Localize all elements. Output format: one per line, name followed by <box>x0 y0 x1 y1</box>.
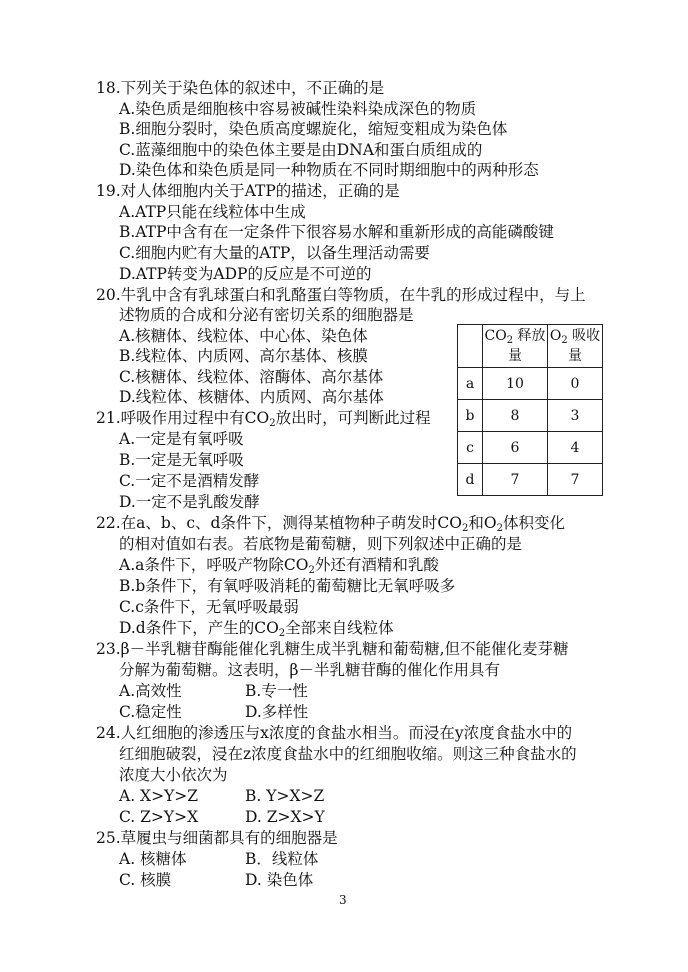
q23-option-c: C.稳定性 <box>119 703 182 721</box>
q21-option-b: B.一定是无氧呼吸 <box>119 451 244 469</box>
row-label: c <box>458 432 483 464</box>
q19-option-c: C.细胞内贮有大量的ATP，以备生理活动需要 <box>119 244 430 262</box>
q21-stem-text-end: 放出时，可判断此过程 <box>275 409 431 427</box>
o2-value: 7 <box>548 464 603 496</box>
page-number: 3 <box>339 893 347 907</box>
q19-option-a: A.ATP只能在线粒体中生成 <box>119 203 306 221</box>
table-row <box>458 432 603 464</box>
table-corner-cell <box>458 325 483 368</box>
q25-option-d: D. 染色体 <box>245 871 314 889</box>
row-label: a <box>458 368 483 400</box>
q22-stem-cont: 的相对值如右表。若底物是葡萄糖，则下列叙述中正确的是 <box>119 535 523 553</box>
q24-stem-cont: 红细胞破裂，浸在z浓度食盐水中的红细胞收缩。则这三种食盐水的 <box>119 745 577 763</box>
q19-option-d: D.ATP转变为ADP的反应是不可逆的 <box>119 265 372 283</box>
q22-option-b: B.b条件下，有氧呼吸消耗的葡萄糖比无氧呼吸多 <box>119 577 456 595</box>
table-header-o2: $O_2$ 吸收量 <box>548 325 603 368</box>
o2-value: 3 <box>548 400 603 432</box>
q18-stem: 18.下列关于染色体的叙述中，不正确的是 <box>96 79 385 97</box>
q21-stem <box>96 408 431 429</box>
q23-stem-cont: 分解为葡萄糖。这表明，β－半乳糖苷酶的催化作用具有 <box>119 661 500 679</box>
q20-option-b: B.线粒体、内质网、高尔基体、核膜 <box>119 347 368 365</box>
q21-stem-text: 21.呼吸作用过程中有CO <box>96 409 270 427</box>
q22-option-d: D.d条件下，产生的$CO_2$全部来自线粒体 <box>119 619 394 639</box>
q24-stem: 24.人红细胞的渗透压与x浓度的食盐水相当。而浸在y浓度食盐水中的 <box>96 724 573 742</box>
q24-option-c: C. Z>Y>X <box>119 808 199 826</box>
q18-option-d: D.染色体和染色质是同一种物质在不同时期细胞中的两种形态 <box>119 161 539 179</box>
co2-value: 7 <box>483 464 548 496</box>
q21-option-a: A.一定是有氧呼吸 <box>119 430 244 448</box>
q19-option-b: B.ATP中含有在一定条件下很容易水解和重新形成的高能磷酸键 <box>119 223 554 241</box>
q23-option-a: A.高效性 <box>119 682 182 700</box>
co2-value: 6 <box>483 432 548 464</box>
co2-value: 8 <box>483 400 548 432</box>
q25-option-b: B．线粒体 <box>245 850 319 868</box>
q25-option-c: C. 核膜 <box>119 871 172 889</box>
q18-option-c: C.蓝藻细胞中的染色体主要是由DNA和蛋白质组成的 <box>119 141 483 159</box>
q22-option-a: A.a条件下，呼吸产物除$CO_2$外还有酒精和乳酸 <box>119 556 439 576</box>
q21-option-d: D.一定不是乳酸发酵 <box>119 493 260 511</box>
q18-option-b: B.细胞分裂时，染色质高度螺旋化，缩短变粗成为染色体 <box>119 120 508 138</box>
table-row <box>458 464 603 496</box>
o2-value: 4 <box>548 432 603 464</box>
q23-option-d: D.多样性 <box>245 703 309 721</box>
q23-stem: 23.β－半乳糖苷酶能催化乳糖生成半乳糖和葡萄糖,但不能催化麦芽糖 <box>96 640 569 658</box>
q23-option-b: B.专一性 <box>245 682 308 700</box>
row-label: d <box>458 464 483 496</box>
q21-option-c: C.一定不是酒精发酵 <box>119 472 260 490</box>
table-row <box>458 368 603 400</box>
q20-stem-cont: 述物质的合成和分泌有密切关系的细胞器是 <box>119 306 414 324</box>
q24-stem-cont2: 浓度大小依次为 <box>119 766 228 784</box>
q21-stem-sub: 2 <box>269 418 276 429</box>
q20-option-d: D.线粒体、核糖体、内质网、高尔基体 <box>119 388 384 406</box>
q20-option-c: C.核糖体、线粒体、溶酶体、高尔基体 <box>119 368 384 386</box>
q20-stem: 20.牛乳中含有乳球蛋白和乳酪蛋白等物质，在牛乳的形成过程中，与上 <box>96 286 586 304</box>
q24-option-b: B. Y>X>Z <box>245 787 325 805</box>
co2-value: 10 <box>483 368 548 400</box>
q24-option-a: A. X>Y>Z <box>119 787 199 805</box>
table-header-co2: $CO_2$ 释放量 <box>483 325 548 368</box>
q24-option-d: D. Z>X>Y <box>245 808 325 826</box>
q22-option-c: C.c条件下，无氧呼吸最弱 <box>119 598 299 616</box>
q25-stem: 25.草履虫与细菌都具有的细胞器是 <box>96 829 338 847</box>
q25-option-a: A. 核糖体 <box>119 850 187 868</box>
q22-stem: 22.在a、b、c、d条件下，测得某植物种子萌发时$CO_2$和$O_2$体积变化 <box>96 514 565 534</box>
row-label: b <box>458 400 483 432</box>
q20-option-a: A.核糖体、线粒体、中心体、染色体 <box>119 327 368 345</box>
table-row <box>458 400 603 432</box>
gas-exchange-table <box>457 324 603 496</box>
q19-stem: 19.对人体细胞内关于ATP的描述，正确的是 <box>96 182 400 200</box>
q18-option-a: A.染色质是细胞核中容易被碱性染料染成深色的物质 <box>119 100 477 118</box>
o2-value: 0 <box>548 368 603 400</box>
